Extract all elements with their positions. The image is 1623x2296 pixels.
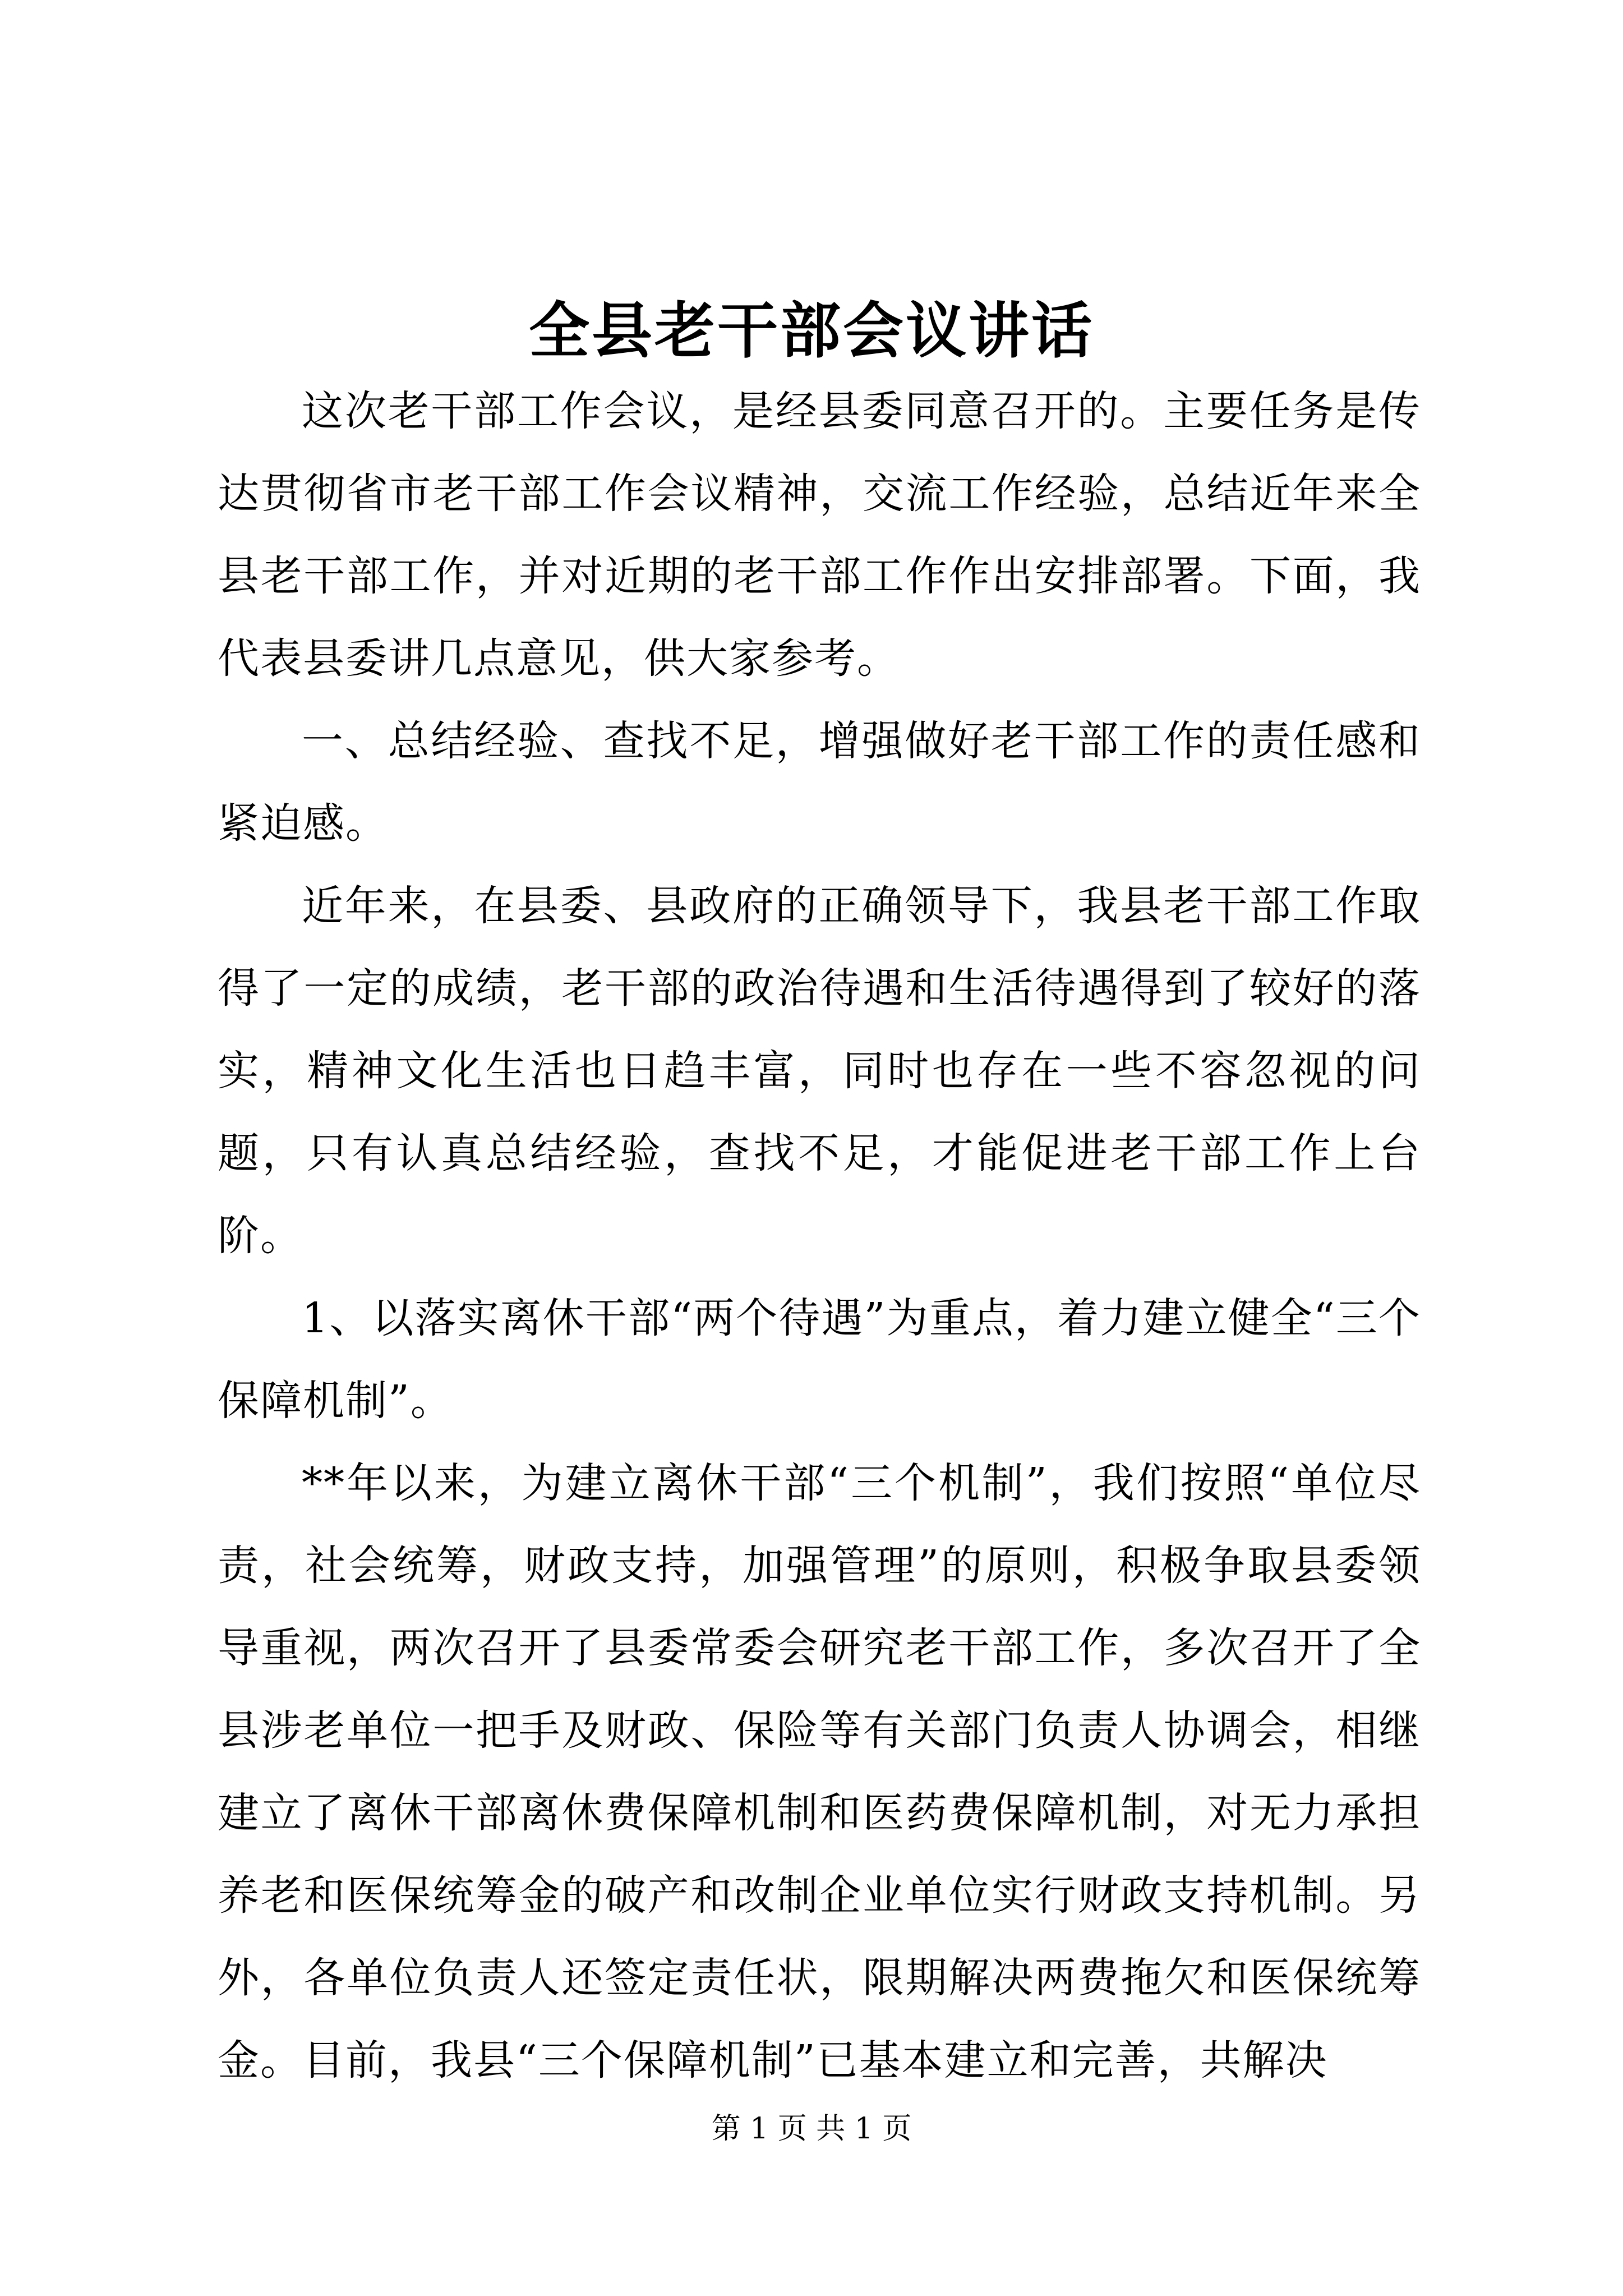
paragraph-subheading: 1、以落实离休干部“两个待遇”为重点，着力建立健全“三个保障机制”。: [218, 1294, 1421, 1425]
paragraph-achievements: 近年来，在县委、县政府的正确领导下，我县老干部工作取得了一定的成绩，老干部的政治待遇和生活待遇得到了较好的落实，精神文化生活也日趋丰富，同时也存在一些不容忽视的问题，只有认真总结经验，查找不足，才能促进老干部工作上台阶。: [218, 882, 1421, 1260]
paragraph-mechanisms: **年以来，为建立离休干部“三个机制”，我们按照“单位尽责，社会统筹，财政支持，加强管理”的原则，积极争取县委领导重视，两次召开了县委常委会研究老干部工作，多次召开了全县涉老单位一把手及财政、保险等有关部门负责人协调会，相继建立了离休干部离休费保障机制和医药费保障机制，对无力承担养老和医保统筹金的破产和改制企业单位实行财政支持机制。另外，各单位负责人还签定责任状，限期解决两费拖欠和医保统筹金。目前，我县“三个保障机制”已基本建立和完善，共解决: [218, 1459, 1421, 2085]
document-title: 全县老干部会议讲话: [528, 296, 1094, 366]
page-footer: 第 1 页 共 1 页: [711, 2112, 912, 2146]
document-body: [218, 370, 1421, 2102]
paragraph-section-heading: 一、总结经验、查找不足，增强做好老干部工作的责任感和紧迫感。: [218, 717, 1421, 848]
paragraph-intro: 这次老干部工作会议，是经县委同意召开的。主要任务是传达贯彻省市老干部工作会议精神，交流工作经验，总结近年来全县老干部工作，并对近期的老干部工作作出安排部署。下面，我代表县委讲几点意见，供大家参考。: [218, 387, 1421, 683]
